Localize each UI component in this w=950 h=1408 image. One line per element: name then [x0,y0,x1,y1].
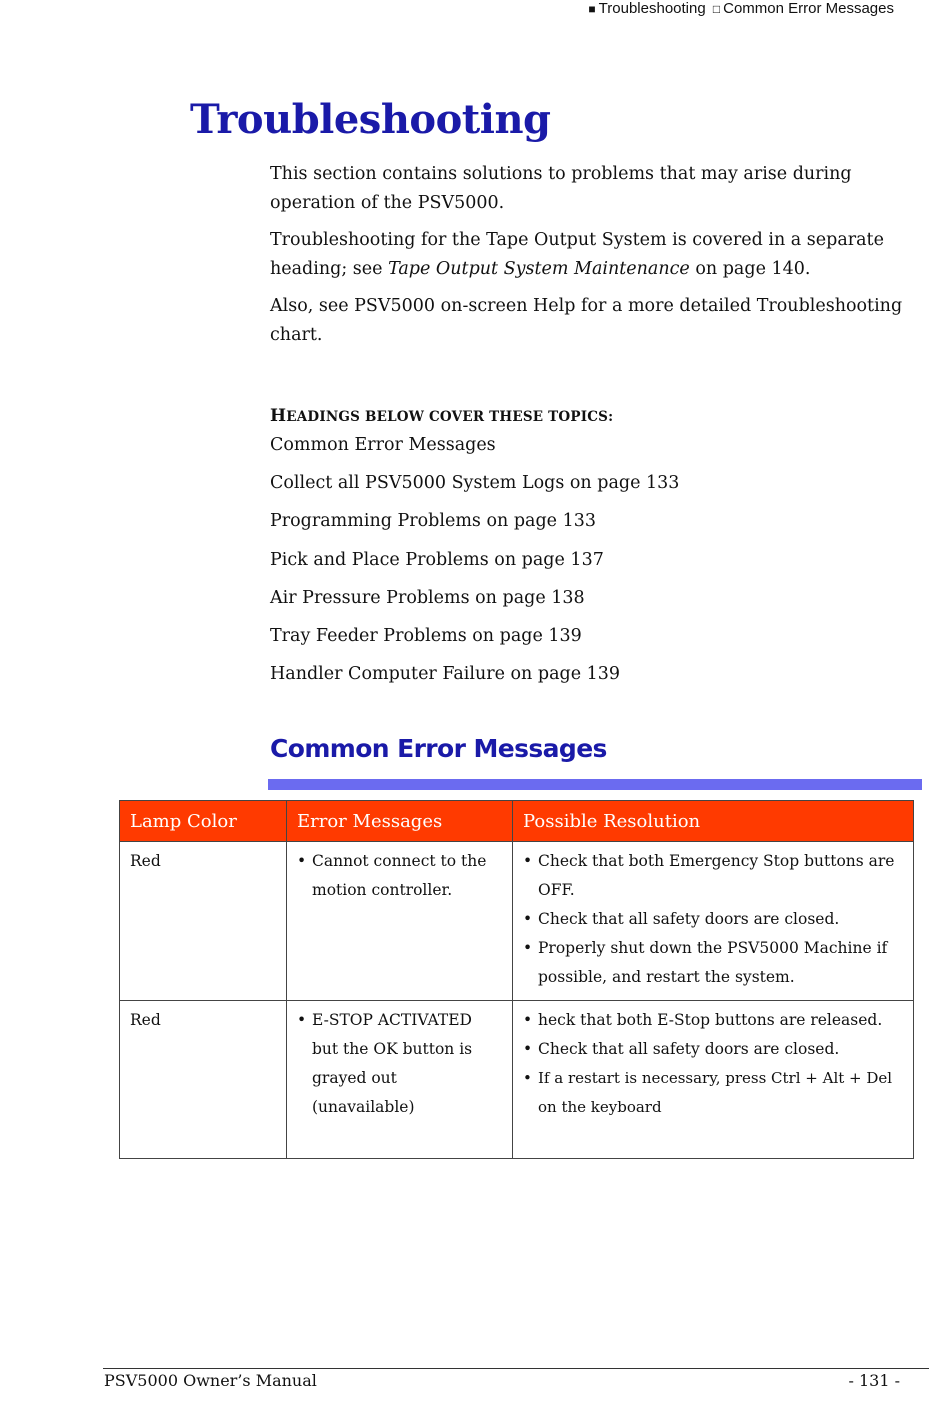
column-header-lamp-color: Lamp Color [120,801,287,842]
intro-paragraph-2: Troubleshooting for the Tape Output System is covered in a separate heading; see Tape Output System Maintenance on page 140. [270,230,884,279]
column-header-error-messages: Error Messages [287,801,513,842]
lamp-color-cell: Red [120,1001,287,1159]
footer-manual-title: PSV5000 Owner’s Manual [104,1371,317,1390]
topic-item: Collect all PSV5000 System Logs on page 133 [270,473,680,494]
table-row [120,842,914,1001]
resolution-item: • Properly shut down the PSV5000 Machine if possible, and restart the system. [523,934,903,992]
topic-item: Common Error Messages [270,435,496,455]
tape-output-reference: Tape Output System Maintenance [388,259,690,279]
topic-item: Pick and Place Problems on page 137 [270,549,604,570]
error-message-cell [287,842,513,1001]
column-header-possible-resolution: Possible Resolution [513,801,914,842]
resolution-cell [513,842,914,1001]
resolution-item: • Check that all safety doors are closed. [523,905,903,934]
page-title: Troubleshooting [190,96,551,143]
section-title: Common Error Messages [270,734,607,763]
lamp-color-cell: Red [120,842,287,1001]
topic-item: Tray Feeder Problems on page 139 [270,625,582,646]
topics-heading: HEADINGS BELOW COVER THESE TOPICS: [270,406,614,426]
filled-square-icon: ■ [588,2,596,16]
table-header-row [120,801,914,842]
footer-rule [103,1368,929,1369]
open-square-icon: □ [712,2,721,16]
table-row [120,1001,914,1159]
resolution-item: • Check that both Emergency Stop buttons are OFF. [523,847,903,905]
resolution-item: • heck that both E-Stop buttons are released. [523,1006,903,1035]
error-message-cell [287,1001,513,1159]
topic-item: Air Pressure Problems on page 138 [270,587,585,608]
resolution-item: • Check that all safety doors are closed. [523,1035,903,1064]
resolution-item: • If a restart is necessary, press Ctrl + Alt + Del on the keyboard [523,1064,903,1122]
topics-list [270,432,679,699]
error-message-item: • Cannot connect to the motion controller. [297,847,502,905]
breadcrumb-section: Troubleshooting [598,0,706,17]
intro-paragraph-1: This section contains solutions to problems that may arise during operation of the PSV5000. [270,164,852,213]
resolution-cell [513,1001,914,1159]
intro-paragraph-3: Also, see PSV5000 on-screen Help for a more detailed Troubleshooting chart. [270,296,903,345]
breadcrumb-page: Common Error Messages [723,0,894,17]
running-header [588,0,894,17]
section-rule [268,779,922,790]
error-message-item: • E-STOP ACTIVATED but the OK button is grayed out (unavailable) [297,1006,502,1122]
topic-item: Handler Computer Failure on page 139 [270,664,621,685]
intro-section [270,160,920,358]
footer-page-number: - 131 - [848,1371,900,1390]
topic-item: Programming Problems on page 133 [270,511,596,532]
error-messages-table [119,800,914,1159]
